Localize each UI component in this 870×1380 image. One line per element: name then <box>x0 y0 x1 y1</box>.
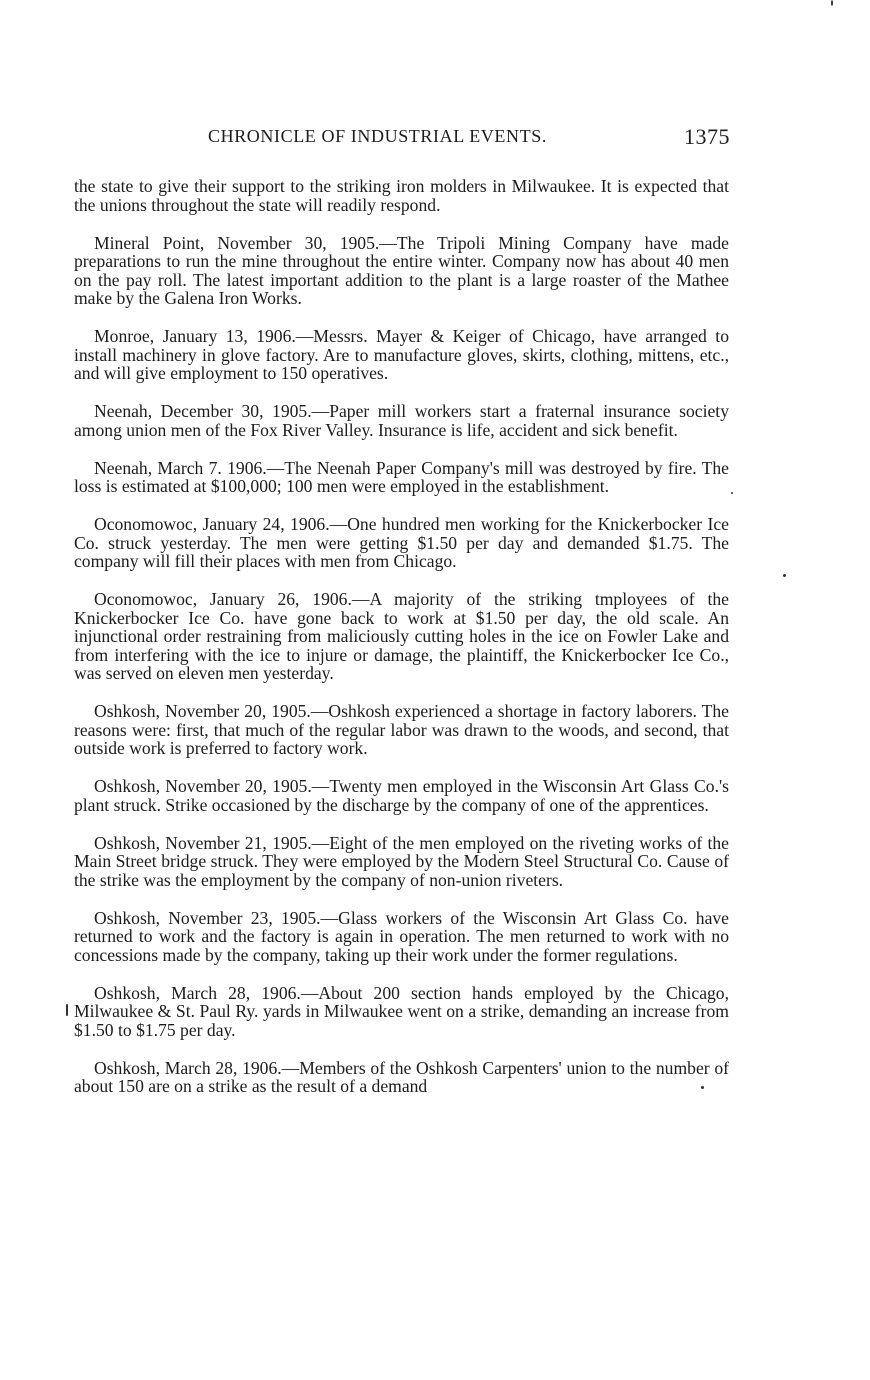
paragraph-neenah-march: Neenah, March 7. 1906.—The Neenah Paper Company's mill was destroyed by fire. The loss is estimated at $100,000; 100 men were employed in the establishment. <box>74 457 729 496</box>
scan-speck <box>66 1004 68 1016</box>
paragraph-continuation: the state to give their support to the striking iron molders in Milwaukee. It is expected that the unions throughout the state will readily respond. <box>74 176 729 215</box>
paragraph-oshkosh-nov-23: Oshkosh, November 23, 1905.—Glass workers of the Wisconsin Art Glass Co. have returned to work and the factory is again in operation. The men returned to work with no concessions made by the company, taking up their work under the former regulations. <box>74 907 729 965</box>
paragraph-monroe: Monroe, January 13, 1906.—Messrs. Mayer & Keiger of Chicago, have arranged to install machinery in glove factory. Are to manufacture gloves, skirts, clothing, mittens, etc., and will give employment to 150 operatives. <box>74 326 729 383</box>
paragraph-neenah-december: Neenah, December 30, 1905.—Paper mill workers start a fraternal insurance society among union men of the Fox River Valley. Insurance is life, accident and sick benefit. <box>74 401 729 440</box>
body-text <box>74 177 729 1115</box>
paragraph-oshkosh-nov-21: Oshkosh, November 21, 1905.—Eight of the men employed on the riveting works of the Main Street bridge struck. They were employed by the Modern Steel Structural Co. Cause of the strike was the employment by the company of non-union riveters. <box>74 832 729 890</box>
scan-speck <box>701 1086 704 1089</box>
page-number: 1375 <box>684 124 730 149</box>
paragraph-oshkosh-nov-20-a: Oshkosh, November 20, 1905.—Oshkosh experienced a shortage in factory laborers. The reasons were: first, that much of the regular labor was drawn to the woods, and second, that outside work is preferred to factory work. <box>74 701 729 758</box>
running-head: CHRONICLE OF INDUSTRIAL EVENTS. <box>208 126 547 146</box>
paragraph-mineral-point: Mineral Point, November 30, 1905.—The Tripoli Mining Company have made preparations to run the mine throughout the entire winter. Company now has about 40 men on the pay roll. The latest important addition to the plant is a large roaster of the Mathee make by the Galena Iron Works. <box>74 232 729 308</box>
scan-speck <box>831 0 833 6</box>
paragraph-oshkosh-mar-28-b: Oshkosh, March 28, 1906.—Members of the Oshkosh Carpenters' union to the number of about 150 are on a strike as the result of a demand <box>74 1057 729 1096</box>
page-header <box>0 124 870 154</box>
paragraph-oconomowoc-jan-24: Oconomowoc, January 24, 1906.—One hundred men working for the Knickerbocker Ice Co. struck yesterday. The men were getting $1.50 per day and demanded $1.75. The company will fill their places with men from Chicago. <box>74 514 729 571</box>
scan-speck <box>731 492 733 494</box>
paragraph-oconomowoc-jan-26: Oconomowoc, January 26, 1906.—A majority of the striking tmployees of the Knickerbocker Ice Co. have gone back to work at $1.50 per day, the old scale. An injunctional order restraining from maliciously cutting holes in the ice on Fowler Lake and from interfering with the ice to injure or damage, the plaintiff, the Knickerbocker Ice Co., was served on eleven men yesterday. <box>74 589 729 683</box>
paragraph-oshkosh-nov-20-b: Oshkosh, November 20, 1905.—Twenty men employed in the Wisconsin Art Glass Co.'s plant struck. Strike occasioned by the discharge by the company of one of the apprentices. <box>74 776 729 815</box>
paragraph-oshkosh-mar-28-a: Oshkosh, March 28, 1906.—About 200 section hands employed by the Chicago, Milwaukee & St. Paul Ry. yards in Milwaukee went on a strike, demanding an increase from $1.50 to $1.75 per day. <box>74 982 729 1040</box>
scan-speck <box>783 574 786 577</box>
